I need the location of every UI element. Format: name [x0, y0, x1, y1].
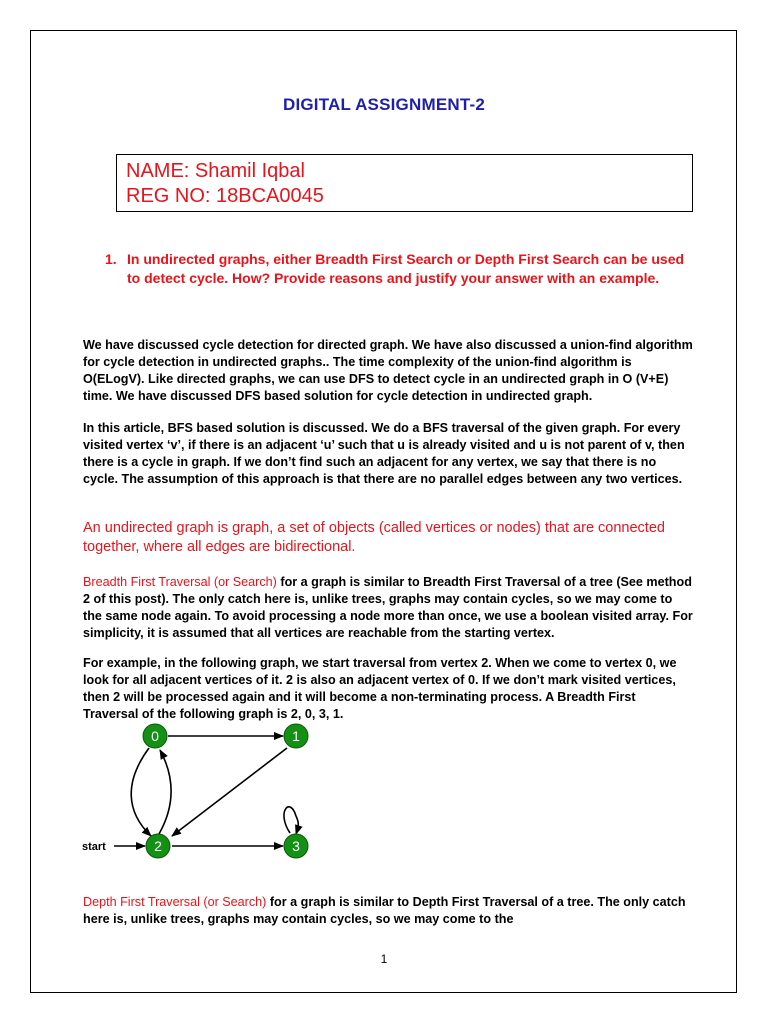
undirected-graph-definition: An undirected graph is graph, a set of objects (called vertices or nodes) that are connected together, where all edges are bidirectional.: [83, 520, 665, 555]
start-label: start: [82, 841, 106, 853]
question-1: [105, 250, 695, 287]
paragraph-intro: We have discussed cycle detection for directed graph. We have also discussed a union-find algorithm for cycle detection in undirected graphs.. The time complexity of the union-find algorithm is O(ELogV). Like directed graphs, we can use DFS to detect cycle in an undirected graph in O (V+E) time. We have discussed DFS based solution for cycle detection in undirected graph.: [83, 338, 693, 403]
bft-term: Breadth First Traversal (or Search): [83, 575, 277, 589]
page-number: 1: [380, 952, 388, 966]
edge-0-to-2: [131, 748, 151, 836]
node-0: [143, 724, 167, 748]
paragraph-bft: [83, 574, 693, 642]
dft-text: for a graph is similar to Depth First Traversal of a tree. The only catch here is, unlike trees, graphs may contain cycles, so we may come to the: [83, 895, 686, 926]
question-text: In undirected graphs, either Breadth First Search or Depth First Search can be used to detect cycle. How? Provide reasons and justify your answer with an example.: [127, 251, 685, 286]
edge-1-to-2: [172, 748, 287, 836]
student-info-box: [116, 154, 693, 212]
node-3-label: 3: [292, 838, 300, 854]
paragraph-example: For example, in the following graph, we start traversal from vertex 2. When we come to vertex 0, we look for all adjacent vertices of it. 2 is also an adjacent vertex of 0. If we don’t mark visited vertices, then 2 will be processed again and it will become a non-terminating process. A Breadth First Traversal of the following graph is 2, 0, 3, 1.: [83, 656, 677, 721]
node-0-label: 0: [151, 728, 159, 744]
student-name: NAME: Shamil Iqbal: [126, 160, 305, 182]
registration-number: REG NO: 18BCA0045: [126, 185, 324, 207]
node-3: [284, 834, 308, 858]
bft-text: for a graph is similar to Breadth First Traversal of a tree (See method 2 of this post). The only catch here is, unlike trees, graphs may contain cycles, so we may come to the same node again. To avoid processing a node more than once, we use a boolean visited array. For simplicity, it is assumed that all vertices are reachable from the starting vertex.: [83, 575, 693, 640]
paragraph-bfs-solution: In this article, BFS based solution is discussed. We do a BFS traversal of the given graph. For every visited vertex ‘v’, if there is an adjacent ‘u’ such that u is already visited and u is not parent of v, then there is a cycle in graph. If we don’t find such an adjacent for any vertex, we say that there is no cycle. The assumption of this approach is that there are no parallel edges between any two vertices.: [83, 421, 685, 486]
question-number: 1.: [105, 251, 117, 267]
node-2-label: 2: [154, 838, 162, 854]
edge-2-to-0: [159, 750, 171, 834]
edge-3-self-loop: [284, 807, 298, 834]
example-graph-diagram: [80, 720, 330, 870]
paragraph-dft: [83, 894, 693, 928]
document-title: DIGITAL ASSIGNMENT-2: [282, 95, 486, 114]
node-1-label: 1: [292, 728, 300, 744]
node-2: [146, 834, 170, 858]
dft-term: Depth First Traversal (or Search): [83, 895, 267, 909]
node-1: [284, 724, 308, 748]
